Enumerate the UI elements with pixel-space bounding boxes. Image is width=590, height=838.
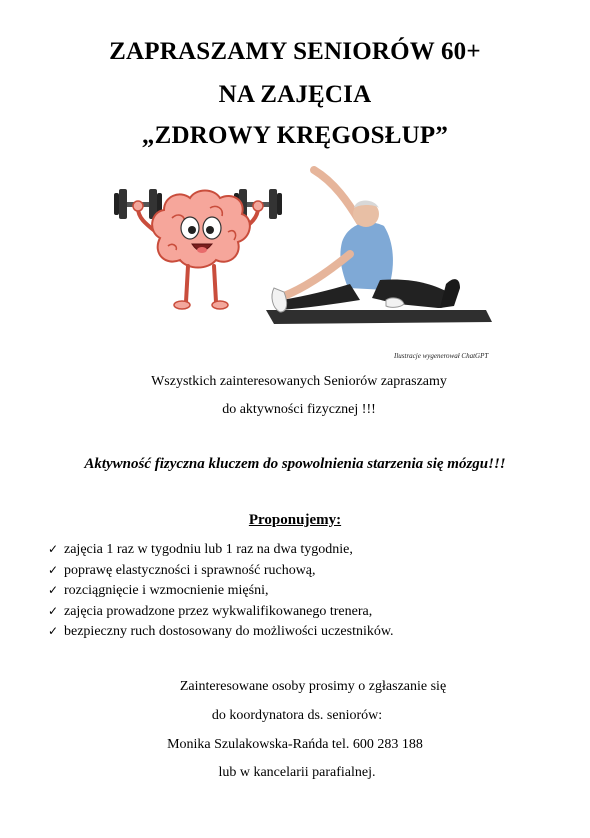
list-item-text: bezpieczny ruch dostosowany do możliwości uczestników.: [64, 624, 394, 639]
list-item: [48, 621, 394, 642]
intro-line-1: Wszystkich zainteresowanych Seniorów zapraszamy: [151, 374, 447, 389]
checkmark-icon: ✓: [48, 624, 59, 638]
list-item: [48, 601, 394, 622]
list-item: [48, 580, 394, 601]
brain-with-dumbbells-icon: [114, 189, 282, 309]
offer-heading: Proponujemy:: [248, 512, 342, 528]
checkmark-icon: ✓: [48, 603, 59, 618]
title-line-1: ZAPRASZAMY SENIORÓW 60+: [109, 38, 481, 65]
list-item: [48, 539, 394, 560]
checkmark-icon: ✓: [48, 562, 59, 577]
offer-list: [48, 539, 394, 642]
list-item-text: rozciągnięcie i wzmocnienie mięśni,: [64, 583, 269, 598]
contact-line-1: Zainteresowane osoby prosimy o zgłaszanie się: [179, 679, 447, 694]
list-item-text: poprawę elastyczności i sprawność ruchową,: [64, 562, 316, 578]
contact-line-4: lub w kancelarii parafialnej.: [218, 765, 376, 780]
list-item: [48, 560, 394, 581]
intro-line-2: do aktywności fizycznej !!!: [222, 402, 376, 417]
slogan: Aktywność fizyczna kluczem do spowolnienia starzenia się mózgu!!!: [84, 456, 506, 472]
senior-stretching-icon: [266, 170, 492, 324]
illustration-credit: Ilustracje wygenerował ChatGPT: [394, 352, 489, 360]
title-line-3: „ZDROWY KRĘGOSŁUP”: [141, 122, 449, 149]
contact-line-3: Monika Szulakowska-Rańda tel. 600 283 188: [167, 737, 423, 752]
illustration: [98, 162, 492, 344]
checkmark-icon: ✓: [48, 583, 59, 597]
contact-line-2: do koordynatora ds. seniorów:: [211, 708, 383, 723]
title-line-2: NA ZAJĘCIA: [218, 81, 372, 108]
list-item-text: zajęcia prowadzone przez wykwalifikowanego trenera,: [64, 603, 373, 619]
list-item-text: zajęcia 1 raz w tygodniu lub 1 raz na dwa tygodnie,: [64, 542, 353, 557]
checkmark-icon: ✓: [48, 542, 59, 556]
